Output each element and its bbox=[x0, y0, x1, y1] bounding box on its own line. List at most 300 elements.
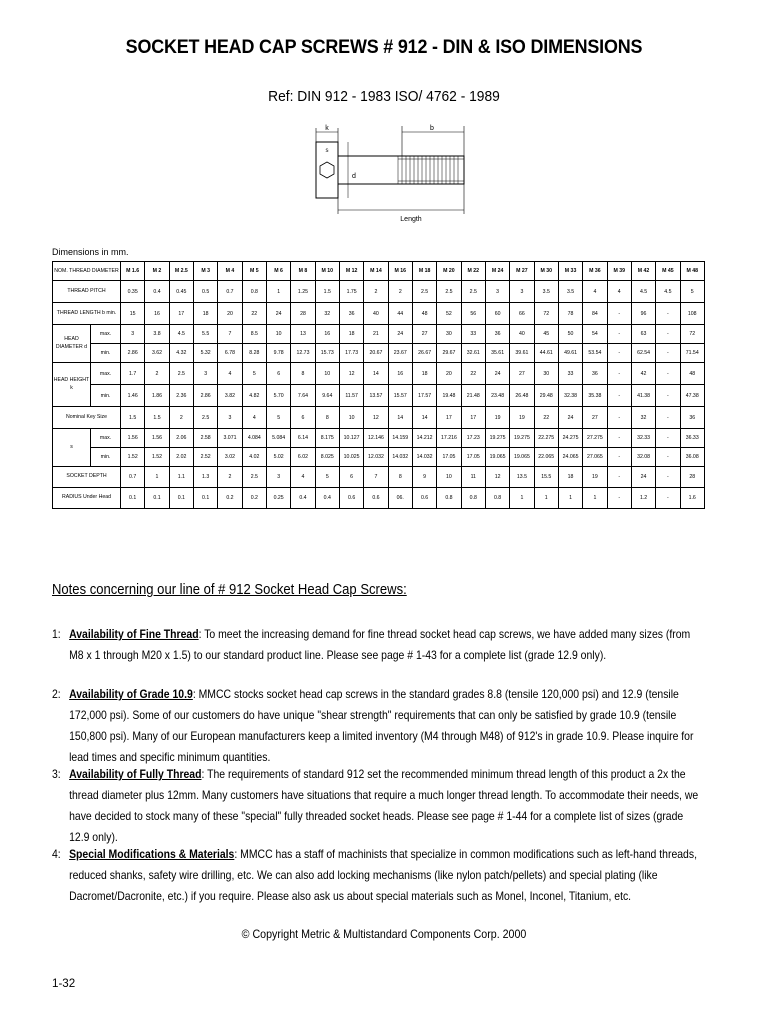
table-cell: 9.64 bbox=[315, 385, 339, 407]
note-number: 2: bbox=[52, 688, 61, 701]
table-cell: - bbox=[656, 407, 680, 429]
table-cell: - bbox=[656, 385, 680, 407]
table-cell: 49.61 bbox=[558, 344, 582, 363]
size-header: M 39 bbox=[607, 262, 631, 281]
table-cell: 3 bbox=[193, 363, 217, 385]
table-cell: 24 bbox=[485, 363, 509, 385]
table-cell: 15 bbox=[121, 303, 145, 325]
table-cell: 6.14 bbox=[291, 429, 315, 448]
table-cell: 9 bbox=[412, 467, 436, 488]
row-sub-label: max. bbox=[91, 325, 121, 344]
row-sub-label: max. bbox=[91, 363, 121, 385]
table-cell: 36 bbox=[680, 407, 704, 429]
table-cell: 14.212 bbox=[412, 429, 436, 448]
table-cell: 3.5 bbox=[558, 281, 582, 303]
table-cell: 2.52 bbox=[193, 448, 217, 467]
table-cell: 44.61 bbox=[534, 344, 558, 363]
table-cell: 19.275 bbox=[485, 429, 509, 448]
table-cell: 108 bbox=[680, 303, 704, 325]
table-cell: 5.70 bbox=[266, 385, 290, 407]
table-cell: 6 bbox=[266, 363, 290, 385]
table-cell: 17.73 bbox=[339, 344, 363, 363]
table-cell: 5.084 bbox=[266, 429, 290, 448]
table-cell: 24.275 bbox=[558, 429, 582, 448]
table-cell: 22 bbox=[461, 363, 485, 385]
table-cell: 0.2 bbox=[242, 488, 266, 509]
table-cell: 10.127 bbox=[339, 429, 363, 448]
table-cell: - bbox=[607, 448, 631, 467]
table-cell: 18 bbox=[193, 303, 217, 325]
table-cell: 18 bbox=[339, 325, 363, 344]
table-cell: 6 bbox=[291, 407, 315, 429]
size-header: M 3 bbox=[193, 262, 217, 281]
table-cell: 0.7 bbox=[218, 281, 242, 303]
table-cell: 2.5 bbox=[437, 281, 461, 303]
table-cell: 5 bbox=[266, 407, 290, 429]
table-cell: 0.25 bbox=[266, 488, 290, 509]
table-cell: 10 bbox=[315, 363, 339, 385]
table-cell: 19.48 bbox=[437, 385, 461, 407]
table-cell: 2.5 bbox=[242, 467, 266, 488]
note-body bbox=[69, 624, 700, 666]
table-cell: 1.2 bbox=[631, 488, 655, 509]
table-cell: 28 bbox=[680, 467, 704, 488]
table-cell: 2 bbox=[218, 467, 242, 488]
table-cell: 8 bbox=[291, 363, 315, 385]
screw-drawing bbox=[296, 120, 476, 230]
table-cell: 12.146 bbox=[364, 429, 388, 448]
table-cell: 3.82 bbox=[218, 385, 242, 407]
table-cell: 3.8 bbox=[145, 325, 169, 344]
table-cell: 4.084 bbox=[242, 429, 266, 448]
table-cell: 19 bbox=[485, 407, 509, 429]
row-sub-label: max. bbox=[91, 429, 121, 448]
table-cell: 22.065 bbox=[534, 448, 558, 467]
table-cell: 0.6 bbox=[412, 488, 436, 509]
table-cell: 2.5 bbox=[412, 281, 436, 303]
table-cell: 4.5 bbox=[169, 325, 193, 344]
table-cell: 16 bbox=[145, 303, 169, 325]
size-header: M 5 bbox=[242, 262, 266, 281]
table-cell: 0.8 bbox=[437, 488, 461, 509]
table-cell: 4.5 bbox=[656, 281, 680, 303]
table-cell: 6.02 bbox=[291, 448, 315, 467]
note-item bbox=[52, 624, 700, 666]
table-cell: 4.02 bbox=[242, 448, 266, 467]
table-cell: 21.48 bbox=[461, 385, 485, 407]
table-cell: 1 bbox=[266, 281, 290, 303]
table-cell: 4 bbox=[607, 281, 631, 303]
table-cell: 8 bbox=[315, 407, 339, 429]
table-cell: 24 bbox=[558, 407, 582, 429]
table-cell: 71.54 bbox=[680, 344, 704, 363]
table-cell: 0.1 bbox=[121, 488, 145, 509]
table-cell: 54 bbox=[583, 325, 607, 344]
row-label: THREAD LENGTH b min. bbox=[53, 303, 121, 325]
table-cell: 78 bbox=[558, 303, 582, 325]
notes-heading: Notes concerning our line of # 912 Socket Head Cap Screws: bbox=[52, 582, 407, 598]
table-cell: - bbox=[607, 303, 631, 325]
table-cell: 1.56 bbox=[121, 429, 145, 448]
table-cell: 27.065 bbox=[583, 448, 607, 467]
table-cell: 32.08 bbox=[631, 448, 655, 467]
table-cell: - bbox=[607, 488, 631, 509]
table-cell: 36 bbox=[583, 363, 607, 385]
table-cell: 1.56 bbox=[145, 429, 169, 448]
table-cell: 1.5 bbox=[121, 407, 145, 429]
k-label: k bbox=[325, 125, 329, 132]
table-cell: 24 bbox=[388, 325, 412, 344]
table-cell: 5 bbox=[315, 467, 339, 488]
note-text: : To meet the increasing demand for fine thread socket head cap screws, we have added many sizes (from M8 x 1 through M20 x 1.5) to our standard product line. Please see page # 1-43 for a complete list (grade 12.9 only). bbox=[69, 628, 691, 662]
table-cell: 3.5 bbox=[534, 281, 558, 303]
table-cell: 8.5 bbox=[242, 325, 266, 344]
table-cell: 0.2 bbox=[218, 488, 242, 509]
note-body bbox=[69, 764, 700, 848]
row-sub-label: min. bbox=[91, 385, 121, 407]
size-header: M 20 bbox=[437, 262, 461, 281]
note-item bbox=[52, 764, 700, 848]
table-cell: 0.4 bbox=[291, 488, 315, 509]
table-cell: 2 bbox=[169, 407, 193, 429]
table-cell: 32 bbox=[631, 407, 655, 429]
table-cell: 62.54 bbox=[631, 344, 655, 363]
table-cell: 84 bbox=[583, 303, 607, 325]
table-cell: - bbox=[607, 363, 631, 385]
table-cell: 17.23 bbox=[461, 429, 485, 448]
size-header: M 2.5 bbox=[169, 262, 193, 281]
table-cell: 3 bbox=[485, 281, 509, 303]
table-cell: 60 bbox=[485, 303, 509, 325]
table-cell: 0.5 bbox=[193, 281, 217, 303]
table-cell: 11 bbox=[461, 467, 485, 488]
size-header: M 48 bbox=[680, 262, 704, 281]
table-cell: 20.67 bbox=[364, 344, 388, 363]
table-cell: 20 bbox=[437, 363, 461, 385]
row-label: SOCKET DEPTH bbox=[53, 467, 121, 488]
table-cell: 2.36 bbox=[169, 385, 193, 407]
table-cell: 14.159 bbox=[388, 429, 412, 448]
table-cell: - bbox=[607, 407, 631, 429]
table-cell: 0.35 bbox=[121, 281, 145, 303]
table-cell: 10 bbox=[266, 325, 290, 344]
table-cell: 26.67 bbox=[412, 344, 436, 363]
table-cell: 13.57 bbox=[364, 385, 388, 407]
table-cell: 5.5 bbox=[193, 325, 217, 344]
table-cell: 23.67 bbox=[388, 344, 412, 363]
header-label: NOM. THREAD DIAMETER bbox=[53, 262, 121, 281]
table-cell: 20 bbox=[218, 303, 242, 325]
note-number: 1: bbox=[52, 628, 61, 641]
table-cell: 14.032 bbox=[412, 448, 436, 467]
table-cell: 14.032 bbox=[388, 448, 412, 467]
table-cell: 2.5 bbox=[193, 407, 217, 429]
size-header: M 1.6 bbox=[121, 262, 145, 281]
table-cell: 35.38 bbox=[583, 385, 607, 407]
note-text: : MMCC has a staff of machinists that specialize in common modifications such as left-hand threads, reduced shanks, safety wire drilling, etc. We can also add locking mechanisms (like nylon patch/pellets) and special plating (like Dacromet/Dacronite, etc.) if you require. Please also ask us about special materials such as Monel, Inconel, Titanium, etc. bbox=[69, 848, 697, 903]
table-cell: 17.216 bbox=[437, 429, 461, 448]
table-cell: 0.1 bbox=[169, 488, 193, 509]
table-cell: 63 bbox=[631, 325, 655, 344]
table-cell: 29.67 bbox=[437, 344, 461, 363]
table-cell: 12.73 bbox=[291, 344, 315, 363]
table-cell: 4.5 bbox=[631, 281, 655, 303]
table-cell: 5 bbox=[242, 363, 266, 385]
table-cell: 12 bbox=[364, 407, 388, 429]
socket-hex bbox=[320, 162, 334, 178]
table-cell: 50 bbox=[558, 325, 582, 344]
table-cell: 30 bbox=[534, 363, 558, 385]
table-row bbox=[53, 488, 705, 509]
table-cell: 1.52 bbox=[145, 448, 169, 467]
size-header: M 16 bbox=[388, 262, 412, 281]
table-cell: 36 bbox=[339, 303, 363, 325]
table-row bbox=[53, 429, 705, 448]
table-cell: 8.28 bbox=[242, 344, 266, 363]
table-cell: 4.32 bbox=[169, 344, 193, 363]
size-header: M 24 bbox=[485, 262, 509, 281]
table-cell: 41.38 bbox=[631, 385, 655, 407]
table-cell: 14 bbox=[412, 407, 436, 429]
table-cell: 7 bbox=[364, 467, 388, 488]
table-cell: - bbox=[607, 325, 631, 344]
table-cell: 22 bbox=[534, 407, 558, 429]
table-cell: 24 bbox=[631, 467, 655, 488]
table-header-row bbox=[53, 262, 705, 281]
table-cell: 27 bbox=[510, 363, 534, 385]
table-cell: 3.62 bbox=[145, 344, 169, 363]
note-title: Availability of Fully Thread bbox=[69, 768, 202, 781]
table-cell: 39.61 bbox=[510, 344, 534, 363]
row-group-label: HEAD HEIGHT k bbox=[53, 363, 91, 407]
table-cell: 1.6 bbox=[680, 488, 704, 509]
table-cell: 28 bbox=[291, 303, 315, 325]
table-cell: - bbox=[656, 344, 680, 363]
table-cell: 13.5 bbox=[510, 467, 534, 488]
table-cell: 6.78 bbox=[218, 344, 242, 363]
table-cell: 32 bbox=[315, 303, 339, 325]
s-label: s bbox=[325, 148, 329, 154]
dimensions-table bbox=[52, 261, 705, 509]
table-cell: 1.75 bbox=[339, 281, 363, 303]
table-row bbox=[53, 344, 705, 363]
table-cell: 1 bbox=[558, 488, 582, 509]
table-cell: 16 bbox=[315, 325, 339, 344]
table-cell: 22 bbox=[242, 303, 266, 325]
size-header: M 6 bbox=[266, 262, 290, 281]
table-cell: 10 bbox=[437, 467, 461, 488]
table-cell: 1.3 bbox=[193, 467, 217, 488]
table-cell: 1.25 bbox=[291, 281, 315, 303]
size-header: M 30 bbox=[534, 262, 558, 281]
size-header: M 45 bbox=[656, 262, 680, 281]
table-cell: 33 bbox=[461, 325, 485, 344]
table-cell: 5.32 bbox=[193, 344, 217, 363]
table-cell: 44 bbox=[388, 303, 412, 325]
table-cell: 11.57 bbox=[339, 385, 363, 407]
table-cell: 1.5 bbox=[145, 407, 169, 429]
table-cell: - bbox=[656, 488, 680, 509]
table-cell: 35.61 bbox=[485, 344, 509, 363]
table-cell: 4 bbox=[291, 467, 315, 488]
size-header: M 4 bbox=[218, 262, 242, 281]
table-cell: 0.8 bbox=[461, 488, 485, 509]
table-cell: 3 bbox=[510, 281, 534, 303]
size-header: M 33 bbox=[558, 262, 582, 281]
note-item bbox=[52, 684, 700, 768]
table-cell: - bbox=[656, 325, 680, 344]
table-cell: - bbox=[607, 385, 631, 407]
table-cell: 30 bbox=[437, 325, 461, 344]
dimensions-unit-label: Dimensions in mm. bbox=[52, 247, 129, 257]
table-cell: 1.52 bbox=[121, 448, 145, 467]
row-label: RADIUS Under Head bbox=[53, 488, 121, 509]
table-cell: 36.33 bbox=[680, 429, 704, 448]
size-header: M 2 bbox=[145, 262, 169, 281]
b-label: b bbox=[430, 125, 434, 132]
table-cell: 17.05 bbox=[437, 448, 461, 467]
row-group-label: HEAD DIAMETER d bbox=[53, 325, 91, 363]
table-cell: 32.38 bbox=[558, 385, 582, 407]
table-row bbox=[53, 303, 705, 325]
size-header: M 18 bbox=[412, 262, 436, 281]
note-title: Special Modifications & Materials bbox=[69, 848, 235, 861]
reference-standards: Ref: DIN 912 - 1983 ISO/ 4762 - 1989 bbox=[268, 88, 500, 105]
size-header: M 27 bbox=[510, 262, 534, 281]
table-cell: 9.78 bbox=[266, 344, 290, 363]
table-cell: 24.065 bbox=[558, 448, 582, 467]
screw-shank bbox=[338, 156, 464, 184]
table-cell: 7 bbox=[218, 325, 242, 344]
table-cell: - bbox=[607, 467, 631, 488]
note-text: : The requirements of standard 912 set the recommended minimum thread length of this product a 2x the thread diameter plus 12mm. Many customers have situations that require a much longer thread length. To accommodate their needs, we have decided to stock many of these "special" fully threaded socket heads. Please see page # 1-44 for a complete list of sizes (grade 12.9 only). bbox=[69, 768, 699, 844]
table-cell: 27 bbox=[583, 407, 607, 429]
table-cell: 15.57 bbox=[388, 385, 412, 407]
table-cell: 12.032 bbox=[364, 448, 388, 467]
table-cell: 3.02 bbox=[218, 448, 242, 467]
thread-hatching bbox=[398, 156, 464, 184]
table-cell: 21 bbox=[364, 325, 388, 344]
table-row bbox=[53, 448, 705, 467]
table-cell: 4 bbox=[583, 281, 607, 303]
table-cell: 19.275 bbox=[510, 429, 534, 448]
table-cell: 48 bbox=[680, 363, 704, 385]
note-number: 3: bbox=[52, 768, 61, 781]
table-cell: 5.02 bbox=[266, 448, 290, 467]
table-cell: - bbox=[656, 467, 680, 488]
table-cell: 1.46 bbox=[121, 385, 145, 407]
table-cell: 17 bbox=[461, 407, 485, 429]
table-row bbox=[53, 281, 705, 303]
note-body bbox=[69, 844, 700, 907]
table-cell: 1.86 bbox=[145, 385, 169, 407]
table-cell: 0.1 bbox=[145, 488, 169, 509]
table-cell: 2.58 bbox=[193, 429, 217, 448]
size-header: M 10 bbox=[315, 262, 339, 281]
table-cell: 17 bbox=[437, 407, 461, 429]
size-header: M 8 bbox=[291, 262, 315, 281]
table-cell: 1.5 bbox=[315, 281, 339, 303]
table-cell: 2.86 bbox=[121, 344, 145, 363]
table-cell: 0.45 bbox=[169, 281, 193, 303]
table-cell: 19 bbox=[583, 467, 607, 488]
table-cell: - bbox=[656, 429, 680, 448]
table-row bbox=[53, 385, 705, 407]
table-cell: 96 bbox=[631, 303, 655, 325]
table-cell: 7.64 bbox=[291, 385, 315, 407]
table-cell: 19.065 bbox=[485, 448, 509, 467]
table-cell: 1.7 bbox=[121, 363, 145, 385]
table-cell: 2.5 bbox=[461, 281, 485, 303]
table-cell: 42 bbox=[631, 363, 655, 385]
row-sub-label: min. bbox=[91, 344, 121, 363]
table-cell: 15.5 bbox=[534, 467, 558, 488]
table-cell: 0.1 bbox=[193, 488, 217, 509]
table-cell: 06. bbox=[388, 488, 412, 509]
table-cell: 3 bbox=[266, 467, 290, 488]
table-row bbox=[53, 325, 705, 344]
table-cell: 1.1 bbox=[169, 467, 193, 488]
page-title: SOCKET HEAD CAP SCREWS # 912 - DIN & ISO DIMENSIONS bbox=[125, 36, 643, 58]
table-cell: 23.48 bbox=[485, 385, 509, 407]
note-item bbox=[52, 844, 700, 907]
table-cell: 36.08 bbox=[680, 448, 704, 467]
note-body bbox=[69, 684, 700, 768]
table-cell: 3.071 bbox=[218, 429, 242, 448]
table-cell: 10.025 bbox=[339, 448, 363, 467]
table-cell: 27.275 bbox=[583, 429, 607, 448]
note-number: 4: bbox=[52, 848, 61, 861]
table-cell: 4.82 bbox=[242, 385, 266, 407]
table-cell: 17 bbox=[169, 303, 193, 325]
table-cell: 2.02 bbox=[169, 448, 193, 467]
note-title: Availability of Fine Thread bbox=[69, 628, 199, 641]
table-cell: 0.8 bbox=[485, 488, 509, 509]
size-header: M 12 bbox=[339, 262, 363, 281]
table-cell: 56 bbox=[461, 303, 485, 325]
table-cell: 3 bbox=[218, 407, 242, 429]
table-cell: 0.4 bbox=[315, 488, 339, 509]
table-cell: 14 bbox=[388, 407, 412, 429]
table-cell: 26.48 bbox=[510, 385, 534, 407]
table-cell: 18 bbox=[558, 467, 582, 488]
table-cell: 13 bbox=[291, 325, 315, 344]
table-cell: - bbox=[607, 344, 631, 363]
table-cell: 15.73 bbox=[315, 344, 339, 363]
table-cell: 19 bbox=[510, 407, 534, 429]
table-cell: 19.065 bbox=[510, 448, 534, 467]
table-cell: 8.025 bbox=[315, 448, 339, 467]
table-cell: 0.4 bbox=[145, 281, 169, 303]
table-cell: 53.54 bbox=[583, 344, 607, 363]
table-cell: 72 bbox=[534, 303, 558, 325]
note-text: : MMCC stocks socket head cap screws in the standard grades 8.8 (tensile 120,000 psi) and 12.9 (tensile 172,000 psi). Some of our customers do have unique "shear strength" requirements that can only be satisfied by grade 10.9 (tensile 150,800 psi). Many of our European manufacturers keep a limited inventory (M4 through M48) of 912's in grade 10.9. Please inquire for lead times and specific minimum quantities. bbox=[69, 688, 694, 764]
table-cell: 66 bbox=[510, 303, 534, 325]
table-cell: 1 bbox=[510, 488, 534, 509]
table-cell: 4 bbox=[242, 407, 266, 429]
row-label: Nominal Key Size bbox=[53, 407, 121, 429]
copyright-notice: © Copyright Metric & Multistandard Components Corp. 2000 bbox=[241, 928, 527, 941]
length-label: Length bbox=[400, 216, 422, 223]
table-row bbox=[53, 407, 705, 429]
note-title: Availability of Grade 10.9 bbox=[69, 688, 193, 701]
table-cell: 32.33 bbox=[631, 429, 655, 448]
size-header: M 36 bbox=[583, 262, 607, 281]
table-cell: 24 bbox=[266, 303, 290, 325]
table-cell: - bbox=[656, 448, 680, 467]
table-cell: - bbox=[656, 363, 680, 385]
table-cell: 40 bbox=[364, 303, 388, 325]
